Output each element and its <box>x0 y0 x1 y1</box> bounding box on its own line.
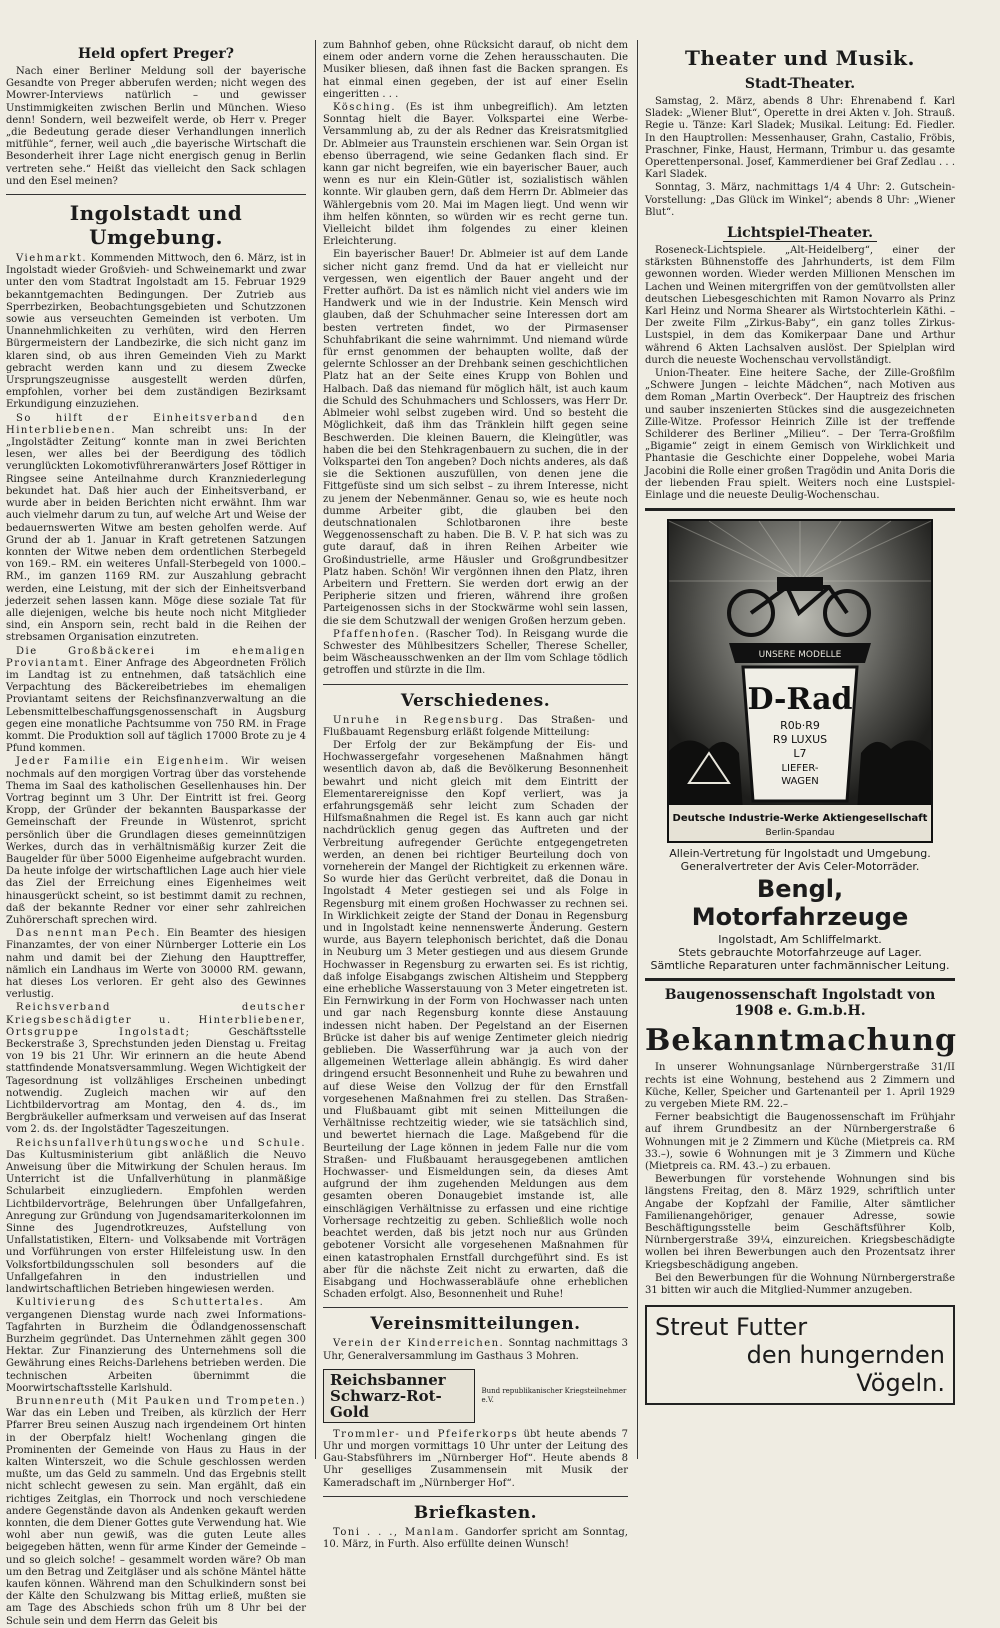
paragraph-lead: Reichsunfallverhütungswoche und Schule. <box>16 1137 306 1149</box>
divider <box>645 508 955 511</box>
divider <box>645 978 955 981</box>
article-paragraph: Das Straßen- und Flußbauamt Regensburg erläßt folgende Mitteilung: <box>323 714 629 738</box>
article-paragraph: Das Kultusministerium gibt anläßlich die Neuvo Anweisung über die Mitwirkung der Schulen heraus. Im Unterricht ist die Unfallverhütung in planmäßige Schularbeit einzugliedern. Empfohlen werden Lichtbildervorträge, Belehrungen über Unfallgefahren, Anregung zur Gründung von Jugendsamariterkolonnen im Sinne des Jugendrotkreuzes, Aufstellung von Unfallstatistiken, Eltern- und Volksabende mit Vorträgen und Vorführungen von erster Hilfeleistung usw. In den Volksfortbildungsschulen soll besonders auf die Unfallgefahren in den industriellen und landwirtschaftlichen Betrieben hingewiesen werden. <box>6 1149 306 1296</box>
article-paragraph: Am vergangenen Dienstag wurde nach zwei Informations-Tagfahrten in Burzheim die Ödlandgenossenschaft Burzheim gegründet. Das Unternehmen zählt gegen 300 Hektar. Zur Finanzierung des Unternehmens soll die Gewährung eines Reichs-Darlehens betrieben werden. Die technischen Arbeiten übernimmt die Moorwirtschaftsstelle Karlshuld. <box>6 1297 306 1394</box>
divider <box>323 684 628 685</box>
reichsbanner-subtitle: Schwarz-Rot-Gold <box>330 1386 442 1421</box>
article-paragraph: Samstag, 2. März, abends 8 Uhr: Ehrenabend f. Karl Sladek: „Wiener Blut“, Operette in drei Akten v. Joh. Strauß. Regie u. Tänze: Karl Sladek; Musikal. Leitung: Ed. Fiedler. In den Hauptrollen: Messenhauser, Grahn, Castalio, Fröbis, Praschner, Finke, Haust, Hermann, Trimbur u. das gesamte Operettenpersonal. Josef, Kammerdiener bei Graf Zedlau . . . Karl Sladek. <box>645 96 955 181</box>
ad-model: L7 <box>793 747 807 761</box>
column-left <box>6 40 307 1627</box>
ad-line: Allein-Vertretung für Ingolstadt und Umgebung. <box>669 847 931 861</box>
bengl-title: Bengl, Motorfahrzeuge <box>691 875 909 932</box>
article-paragraph: Gandorfer spricht am Sonntag, 10. März, in Furth. Also erfüllte deinen Wunsch! <box>323 1526 628 1550</box>
streut-line: den hungernden Vögeln. <box>746 1341 945 1398</box>
paragraph-lead: Trommler- und Pfeiferkorps <box>333 1428 519 1440</box>
notice-paragraph: Bei den Bewerbungen für die Wohnung Nürnbergerstraße 31 bitten wir auch die Mitglied-Nummer anzugeben. <box>645 1272 955 1296</box>
section-heading: Theater und Musik. <box>685 46 915 70</box>
section-heading: Verschiedenes. <box>400 690 551 711</box>
paragraph-lead: Kösching. <box>333 102 397 114</box>
notice-organization: Baugenossenschaft Ingolstadt von 1908 e. G.m.b.H. <box>664 987 936 1020</box>
paragraph-lead: So hilft der Einheitsverband den Hinterbliebenen. <box>6 412 306 436</box>
article-paragraph: übt heute abends 7 Uhr und morgen vormittags 10 Uhr unter der Leitung des Gau-Stabsführers im „Nürnberger Hof“. Heute abends 8 Uhr geselliges Zusammensein mit Musik der Kameradschaft im „Nürnberger Hof“. <box>323 1428 628 1489</box>
ad-models-label: UNSERE MODELLE <box>758 650 842 661</box>
article-paragraph: Union-Theater. Eine heitere Sache, der Zille-Großfilm „Schwere Jungen – leichte Mädchen“, nach Motiven aus dem Roman „Martin Overbeck“. Der Hauptreiz des frischen und sauber inszenierten Stückes sind die ausgezeichneten Zille-Witze. Professor Heinrich Zille ist der treffende Schilderer des Berliner „Milieu“. – Der Terra-Großfilm „Bigamie“ zeigt in einem Gemisch von Wirklichkeit und Phantasie die Geschichte einer Doppelehe, wobei Maria Jacobini die Rolle einer großen Tragödin und Anita Doris die der liebenden Frau spielt. Weiters noch eine Lustspiel-Einlage und die neueste Deulig-Wochenschau. <box>645 368 955 502</box>
ad-city: Berlin-Spandau <box>765 828 835 839</box>
article-paragraph: Roseneck-Lichtspiele. „Alt-Heidelberg“, einer der stärksten Bühnenstoffe des Jahrhunderts, ist dem Film gewonnen worden. Wieder werden Millionen Menschen im Lachen und Weinen mitergriffen von der gemütvollsten aller deutschen Liebesgeschichten mit Ramon Novarro als Prinz Karl Heinz und Norma Shearer als Wirtstochterlein Käthi. – Der zweite Film „Zirkus-Baby“, ein ganz tolles Zirkus-Lustspiel, in dem das Komikerpaar Dane und Arthur während 6 Akten Lachsalven auslöst. Der Spielplan wird durch die neueste Wochenschau vervollständigt. <box>645 245 955 366</box>
bengl-address: Ingolstadt, Am Schliffelmarkt. <box>718 933 882 947</box>
column-right <box>645 40 958 1459</box>
article-paragraph: Ein bayerischer Bauer! Dr. Ablmeier ist auf dem Lande sicher nicht ganz fremd. Und da hat er vielleicht nur vergessen, wen eigentlich der Bauer angeht und der Fretter aufhört. Da ist es nämlich nicht viel anders wie im Handwerk und wie in der Industrie. Kein Mensch wird glauben, daß der Schuhmacher seine Interessen dort am besten vertreten findet, wo der Pirmasenser Schuhfabrikant die seine wahrnimmt. Und niemand würde für ernst genommen der behaupten wollte, daß der gelernte Schlosser an der Drehbank seinen geschichtlichen Platz hat an der Seite eines Krupp von Bohlen und Halbach. Daß das niemand für möglich hält, ist auch kaum die Schuld des Schuhmachers und Schlossers, was Herr Dr. Ablmeier wohl selbst zugeben wird. Und so besteht die Möglichkeit, daß ihm das Tränklein hilft gegen seine Beschwerden. Die kleinen Bauern, die Kleingütler, was haben die bei den Stehkragenbauern zu suchen, die in der Volkspartei den Ton angeben? Doch nichts anderes, als daß sie die Sektionen auszufüllen, von denen jene die Fittgefüste sind um sich selbst – zu ihrem Interesse, nicht zu jenem der Nebenmänner. Genau so, wie es heute noch dumme Arbeiter gibt, die glauben bei den deutschnationalen Schlotbaronen ihre beste Weggenossenschaft zu haben. Die B. V. P. hat sich was zu gute darauf, daß in ihren Reihen Arbeiter wie Großindustrielle, arme Häusler und Großgrundbesitzer Platz haben. Schön! Wir vergönnen ihnen den Platz, ihren Arbeitern und Frettern. Sie werden dort erwig an der Peripherie sitzen und frieren, während ihre großen Parteigenossen sichs in der Stockwärme wohl sein lassen, die sie dem Schutzwall der wenigen Großen herzum geben. <box>323 249 628 627</box>
paragraph-lead: Verein der Kinderreichen. <box>333 1338 505 1350</box>
ad-brand: D-Rad <box>747 682 853 718</box>
ad-model: R0b·R9 <box>780 719 820 733</box>
article-paragraph: Sonntag nachmittags 3 Uhr, Generalversammlung im Gasthaus 3 Mohren. <box>323 1338 628 1362</box>
bengl-line: Sämtliche Reparaturen unter fachmännischer Leitung. <box>650 959 950 973</box>
article-paragraph: Kommenden Mittwoch, den 6. März, ist in Ingolstadt wieder Großvieh- und Schweinemarkt und zwar unter den vom Stadtrat Ingolstadt am 15. Februar 1929 bekanntgemachten Bedingungen. Der Zutrieb aus Sperrbezirken, Beobachtungsgebieten und Schutzzonen sowie aus verseuchten Gemeinden ist verboten. Um Unannehmlichkeiten zu verhüten, wird den Herren Bürgermeistern der Landbezirke, die sich nicht ganz im klaren sind, ob aus ihren Gemeinden Vieh zu Markt gebracht werden kann und zu diesem Zwecke Ursprungszeugnisse ausgestellt werden dürfen, empfohlen, vorher bei dem zuständigen Bezirksamt Erkundigung einzuziehen. <box>6 253 306 411</box>
ad-model: WAGEN <box>781 776 819 788</box>
streut-line: Streut Futter <box>655 1313 808 1342</box>
paragraph-lead: Pfaffenhofen. <box>333 628 421 640</box>
column-middle <box>323 40 629 1550</box>
divider <box>6 194 306 195</box>
bengl-line: Stets gebrauchte Motorfahrzeuge auf Lager. <box>678 946 922 960</box>
reichsbanner-logo <box>323 1369 628 1423</box>
subsection-heading: Lichtspiel-Theater. <box>645 225 955 241</box>
article-paragraph: (Rascher Tod). In Reisgang wurde die Schwester des Mühlbesitzers Scheller, Therese Scheller, beim Wäscheausschwenken an der Ilm vom Schlage tödlich getroffen und stürzte in die Ilm. <box>323 628 628 677</box>
reichsbanner-side-text: Bund republikanischer Kriegsteilnehmer e.V. <box>481 1386 627 1404</box>
ad-line: Generalvertreter der Avis Celer-Motorräder. <box>680 860 920 874</box>
article-paragraph: zum Bahnhof geben, ohne Rücksicht darauf, ob nicht dem einem oder andern vorne die Zehen herausschauten. Die Musiker bliesen, daß ihnen fast die Backen sprangen. Es hat einmal einen gegeben, der ist auf einer Eselin eingeritten . . . <box>323 40 628 100</box>
d-rad-illustration <box>669 521 931 841</box>
divider <box>323 1307 628 1308</box>
section-heading: Briefkasten. <box>413 1502 538 1523</box>
article-paragraph: Man schreibt uns: In der „Ingolstädter Zeitung“ konnte man in zwei Berichten lesen, wer alles bei der Beerdigung des tödlich verunglückten Lokomotivführeranwärters Josef Röttiger in Ringsee seine Anteilnahme durch Kranzniederlegung bekundet hat. Daß hier auch der Einheitsverband, er wurde aber in beiden Berichten nicht erwähnt. Ihm war auch vielmehr darum zu tun, auf welche Art und Weise der bedauernswerten Witwe am besten geholfen werde. Auf Grund der ab 1. Januar in Kraft getretenen Satzungen konnten der Witwe neben dem ordentlichen Sterbegeld von 169.– RM. ein weiteres Unfall-Sterbegeld von 1000.– RM., im ganzen 1169 RM. zur Auszahlung gebracht werden, eine Leistung, mit der sich der Einheitsverband jederzeit sehen lassen kann. Möge diese soziale Tat für alle diejenigen, welche bis heute noch nicht Mitglieder sind, ein Ansporn sein, recht bald in die Reihen der strebsamen Organisation einzutreten. <box>6 424 306 644</box>
paragraph-lead: Reichsverband deutscher Kriegsbeschädigter u. Hinterbliebener, Ortsgruppe Ingolstadt; <box>6 1002 306 1038</box>
ad-model: LIEFER- <box>781 763 819 775</box>
paragraph-lead: Kultivierung des Schuttertales. <box>16 1297 265 1309</box>
paragraph-lead: Viehmarkt. <box>16 253 88 265</box>
reichsbanner-title: Reichsbanner <box>330 1370 446 1389</box>
article-paragraph: Sonntag, 3. März, nachmittags 1/4 4 Uhr: 2. Gutschein-Vorstellung: „Das Glück im Winkel“; abends 8 Uhr: „Wiener Blut“. <box>645 182 955 218</box>
subsection-heading: Stadt-Theater. <box>744 76 856 92</box>
article-heading: Held opfert Preger? <box>78 46 234 62</box>
notice-paragraph: Bewerbungen für vorstehende Wohnungen sind bis längstens Freitag, den 8. März 1929, schriftlich unter Angabe der Kopfzahl der Familie, Alter sämtlicher Familienangehöriger, genauer Adresse, sowie Beschäftigungsstelle beim Geschäftsführer Kolb, Nürnbergerstraße 39¼, einzureichen. Kriegsbeschädigte wollen bei ihren Bewerbungen auch den Prozentsatz ihrer Kriegsbeschädigung angeben. <box>645 1174 955 1271</box>
article-paragraph: Geschäftsstelle Beckerstraße 3, Sprechstunden jeden Dienstag u. Freitag von 19 bis 21 Uhr. Wir erinnern an die heute Abend stattfindende Monatsversammlung. Wegen Wichtigkeit der Tagesordnung ist vollzähliges Erscheinen unbedingt notwendig. Zugleich machen wir auf den Lichtbildervortrag am Montag, den 4. ds., im Bergbräukeller aufmerksam und verweisen auf das Inserat vom 2. ds. der Ingolstädter Tageszeitungen. <box>6 1026 306 1136</box>
column-rule <box>315 40 316 1459</box>
d-rad-advertisement <box>667 519 933 843</box>
article-paragraph: Einer Anfrage des Abgeordneten Frölich im Landtag ist zu entnehmen, daß tatsächlich eine Verpachtung des Bäckereibetriebes im ehemaligen Proviantamt seitens der Reichsfinanzverwaltung an die Lebensmittelbeschaffungsgenossenschaft in Augsburg gegen eine monatliche Pachtsumme von 750 RM. in Frage kommt. Die Produktion soll auf täglich 17000 Brote zu je 4 Pfund kommen. <box>6 657 306 755</box>
notice-paragraph: In unserer Wohnungsanlage Nürnbergerstraße 31/II rechts ist eine Wohnung, bestehend aus 2 Zimmern und Küche, Keller, Speicher und Gartenanteil per 1. April 1929 zu vergeben Miete RM. 22.– <box>645 1062 955 1110</box>
paragraph-lead: Jeder Familie ein Eigenheim. <box>16 756 230 768</box>
column-rule <box>637 40 638 1459</box>
section-heading: Ingolstadt und Umgebung. <box>69 201 243 250</box>
article-paragraph: Ein Beamter des hiesigen Finanzamtes, der von einer Nürnberger Lotterie ein Los nahm und damit bei der Ziehung den Haupttreffer, nämlich ein Landhaus im Werte von 30000 RM. gewann, hat dieses Los verloren. Er geht also des Gewinnes verlustig. <box>6 928 306 1001</box>
article-paragraph: Der Erfolg der zur Bekämpfung der Eis- und Hochwassergefahr vorgesehenen Maßnahmen hängt wesentlich davon ab, daß die Bevölkerung Besonnenheit bewahrt und nicht gleich mit dem Eintritt der Elementarereignisse den Kopf verliert, was ja erfahrungsgemäß sehr leicht zum Schaden der Hilfsmaßnahmen die Regel ist. Es kann auch gar nicht nachdrücklich genug gegen das Auftreten und der Verbreitung aufregender Gerüchte entgegengetreten werden, an denen bei richtiger Beurteilung doch von vorneherein der Mangel der Richtigkeit zu erkennen wäre. So wurde hier das Gerücht verbreitet, daß die Donau in Ingolstadt 4 Meter gestiegen sei und als Folge in Regensburg mit einem großen Hochwasser zu rechnen sei. In Wirklichkeit zeigte der Stand der Donau in Regensburg und in Ingolstadt keine nennenswerte Änderung. Gestern wurde, aus Bayern telephonisch berichtet, daß die Donau in Neuburg um 3 Meter gestiegen und aus diesem Grunde Hochwasser in Regensburg zu erwarten sei. Es ist richtig, daß infolge Eisabgangs zwischen Altisheim und Steppberg eine erhebliche Wasserstauung von 3 Meter eingetreten ist. Ein Fernwirkung in der Form von Hochwasser nach unten und gar nach Regensburg konnte diese Anstauung indessen nicht haben. Der Pegelstand an der Eisernen Brücke ist daher bis auf wenige Zentimeter gleich niedrig geblieben. Die Wasserführung war ja auch von der allgemeinen Wetterlage allein abhängig. Es wird daher dringend ersucht Besonnenheit und Ruhe zu bewahren und auf diese Weise den Vollzug der für den Ernstfall vorgesehenen Maßnahmen frei zu stellen. Das Straßen- und Flußbauamt gibt mit seinen Mitteilungen die Verhältnisse rechtzeitig wieder, wie sie tatsächlich sind, und bewertet hiernach die Lage. Maßgebend für die Beurteilung der Lage können in jedem Falle nur die vom Straßen- und Flußbauamt herausgegebenen amtlichen Hochwasser- und Eismeldungen sein, da dieses Amt aufgrund der ihm zugehenden Meldungen aus dem gesamten oberen Donaugebiet imstande ist, alle einschlägigen Verhältnisse zu erfassen und eine richtige Vorhersage rechtzeitig zu geben. Schließlich wolle noch beachtet werden, daß bis jetzt noch nur aus Gründen gebotener Vorsicht alle vorgesehenen Maßnahmen für einen katastrophalen Ernstfall durchgeführt sind. Es ist aber für die nächste Zeit nicht zu erwarten, daß die Eisabgang und Hochwasserabläufe ohne erheblichen Schaden erfolgt. Also, Besonnenheit und Ruhe! <box>323 739 628 1301</box>
article-paragraph: War das ein Leben und Treiben, als kürzlich der Herr Pfarrer Breu seinen Auszug nach irgendeinem Ort hinten in der Oberpfalz hielt! Wochenlang gingen die Prominenten der Gemeinde von Haus zu Haus in der kalten Winterszeit, wo die Schule geschlossen werden mußte, um das Geld zu sammeln. Und das Ergebnis stellt nicht schlecht gewesen zu sein. Man ergählt, daß ein richtiges Zeitglas, ein Thorrock und noch verschiedene andere Gegenstände davon als Andenken gekauft werden konnten, die dem Diener Gottes gute Verwendung hat. Wie wohl aber nun gewiß, was die guten Leute alles beigegeben hätten, wenn für arme Kinder der Gemeinde – und so gleich solche! – gesammelt worden wäre? Ob man um den Betrag und Zeitgläser und als schöne Mäntel hätte kaufen können. Während man den Schulkindern sonst bei der Kälte den Schulzwang bis Mittag erließ, mußten sie am Tage des Abschieds schon früh um 8 Uhr bei der Schule sein und dem Herrn das Geleit bis <box>6 1408 306 1627</box>
streut-futter-box <box>645 1305 955 1405</box>
ad-model: R9 LUXUS <box>772 733 828 747</box>
ad-company: Deutsche Industrie-Werke Aktiengesellschaft <box>672 813 928 825</box>
article-paragraph: Wir weisen nochmals auf den morgigen Vortrag über das vorstehende Thema im Saal des katholischen Gesellenhauses hin. Der Vortrag beginnt um 3 Uhr. Der Eintritt ist frei. Georg Kropp, der Gründer der bekannten Bausparkasse der Gemeinschaft der Freunde in Wüstenrot, spricht persönlich über die Grundlagen dieses gemeinnützigen Werkes, durch das in verhältnismäßig kurzer Zeit die Baugelder für über 5000 Eigenheime aufgebracht wurden. Da heute infolge der wirtschaftlichen Lage auch hier viele das Ziel der Erreichung eines Eigenheimes weit hinausgerückt scheint, so ist bestimmt damit zu rechnen, daß der bekannte Redner vor einer sehr zahlreichen Zuhörerschaft sprechen wird. <box>6 756 307 926</box>
reichsbanner-box <box>323 1369 475 1423</box>
section-heading: Vereinsmitteilungen. <box>370 1314 581 1335</box>
paragraph-lead: Unruhe in Regensburg. <box>333 714 505 726</box>
article-paragraph: (Es ist ihm unbegreiflich). Am letzten Sonntag hielt die Bayer. Volkspartei eine Werbe-Versammlung ab, zu der als Redner das Kreisratsmitglied Dr. Ablmeier aus Traunstein erschienen war. Sein Organ ist ebenso überragend, wie seine Gedanken flach sind. Er kann gar nicht begreifen, wie ein bayerischer Bauer, auch wenn es nur ein Klein-Gütler ist, sozialistisch wählen konnte. Wir glauben gern, daß dem Herrn Dr. Ablmeier das Wählergebnis vom 20. Mai im Magen liegt. Und wenn wir ihm helfen könnten, so würden wir es recht gerne tun. Vielleicht bildet ihm folgendes zu einer kleinen Erleichterung. <box>323 102 628 248</box>
divider <box>323 1496 628 1497</box>
paragraph-lead: Das nennt man Pech. <box>16 928 161 940</box>
paragraph-lead: Toni . . ., Manlam. <box>333 1526 460 1538</box>
paragraph-lead: Die Großbäckerei im ehemaligen Proviantamt. <box>6 645 306 669</box>
notice-title: Bekanntmachung <box>645 1023 958 1059</box>
article-paragraph: Nach einer Berliner Meldung soll der bayerische Gesandte von Preger abberufen werden; nicht wegen des Mowrer-Interviews natürlich – und gewisser Unstimmigkeiten zwischen Berlin und München. Wieso denn! Sondern, weil bezweifelt werde, ob Herr v. Preger „die Bedeutung gerade dieser Verhandlungen innerlich mitfühle“, ferner, weil auch „die bayerische Wirtschaft die Besonderheit ihrer Lage nicht energisch genug in Berlin vertreten sehe.“ Heißt das vielleicht den Sack schlagen und den Esel meinen? <box>6 66 306 187</box>
paragraph-lead: Brunnenreuth (Mit Pauken und Trompeten.) <box>16 1395 306 1407</box>
notice-paragraph: Ferner beabsichtigt die Baugenossenschaft im Frühjahr auf ihrem Grundbesitz an der Nürnbergerstraße 6 Wohnungen mit je 2 Zimmern und Küche (Mietpreis ca. RM 33.–), sowie 6 Wohnungen mit je 3 Zimmern und Küche (Mietpreis ca. RM. 43.–) zu erbauen. <box>645 1112 955 1172</box>
